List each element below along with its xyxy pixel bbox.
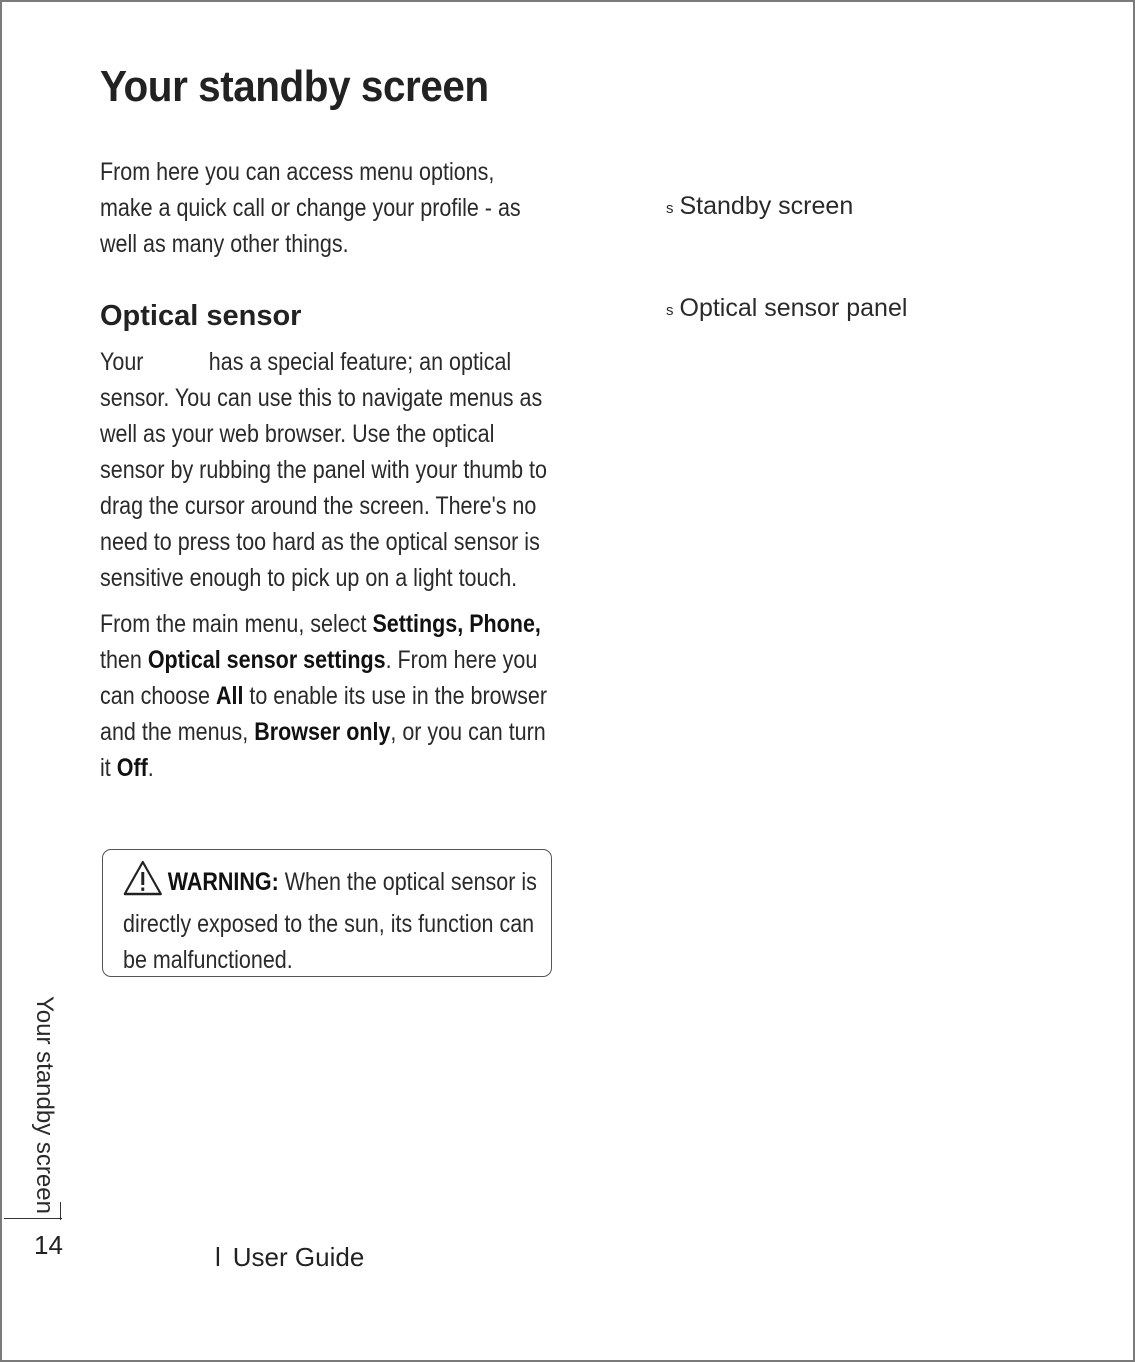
warning-box <box>102 849 552 977</box>
para1-start: Your <box>100 348 144 376</box>
footer-separator: l <box>215 1242 221 1272</box>
side-tab-divider <box>4 1218 62 1219</box>
warning-triangle-icon <box>123 860 163 906</box>
side-tab-tick <box>60 1202 61 1220</box>
bullet-marker: s <box>666 200 674 217</box>
side-tab-label: Your standby screen <box>31 996 58 1214</box>
intro-text: From here you can access menu options, make a quick call or change your profile - as well as many other things. <box>100 158 521 258</box>
warning-text: When the optical sensor is directly exposed to the sun, its function can be malfunctioned. <box>123 868 537 974</box>
optical-sensor-paragraph <box>100 344 550 596</box>
main-column <box>100 154 570 796</box>
settings-phone-term: Settings, Phone, <box>372 610 541 638</box>
warning-label: WARNING: <box>167 868 279 896</box>
para1-rest: has a special feature; an optical sensor. You can use this to navigate menus as well as your web browser. Use the optical sensor by rubbing the panel with your thumb to drag the cursor around the screen. There's no need to press too hard as the optical sensor is sensitive enough to pick up on a light touch. <box>100 348 547 592</box>
all-term: All <box>215 682 244 710</box>
bullet-marker: s <box>666 302 674 319</box>
optical-sensor-settings-term: Optical sensor settings <box>147 646 386 674</box>
section-heading: Optical sensor <box>100 300 302 332</box>
page-number: 14 <box>34 1230 63 1260</box>
settings-paragraph: From the main menu, select Settings, Phone, then Optical sensor settings. From here you can choose All to enable its use in the browser and the menus, Browser only, or you can turn it Off. <box>100 610 547 782</box>
footer <box>215 1242 364 1273</box>
page-title: Your standby screen <box>100 62 489 111</box>
off-term: Off <box>116 754 148 782</box>
figure-label-standby-screen: s Standby screen <box>666 192 854 220</box>
browser-only-term: Browser only <box>254 718 391 746</box>
figure-label-optical-sensor-panel: s Optical sensor panel <box>666 294 908 322</box>
intro-paragraph <box>100 154 545 262</box>
footer-label: User Guide <box>232 1242 365 1272</box>
